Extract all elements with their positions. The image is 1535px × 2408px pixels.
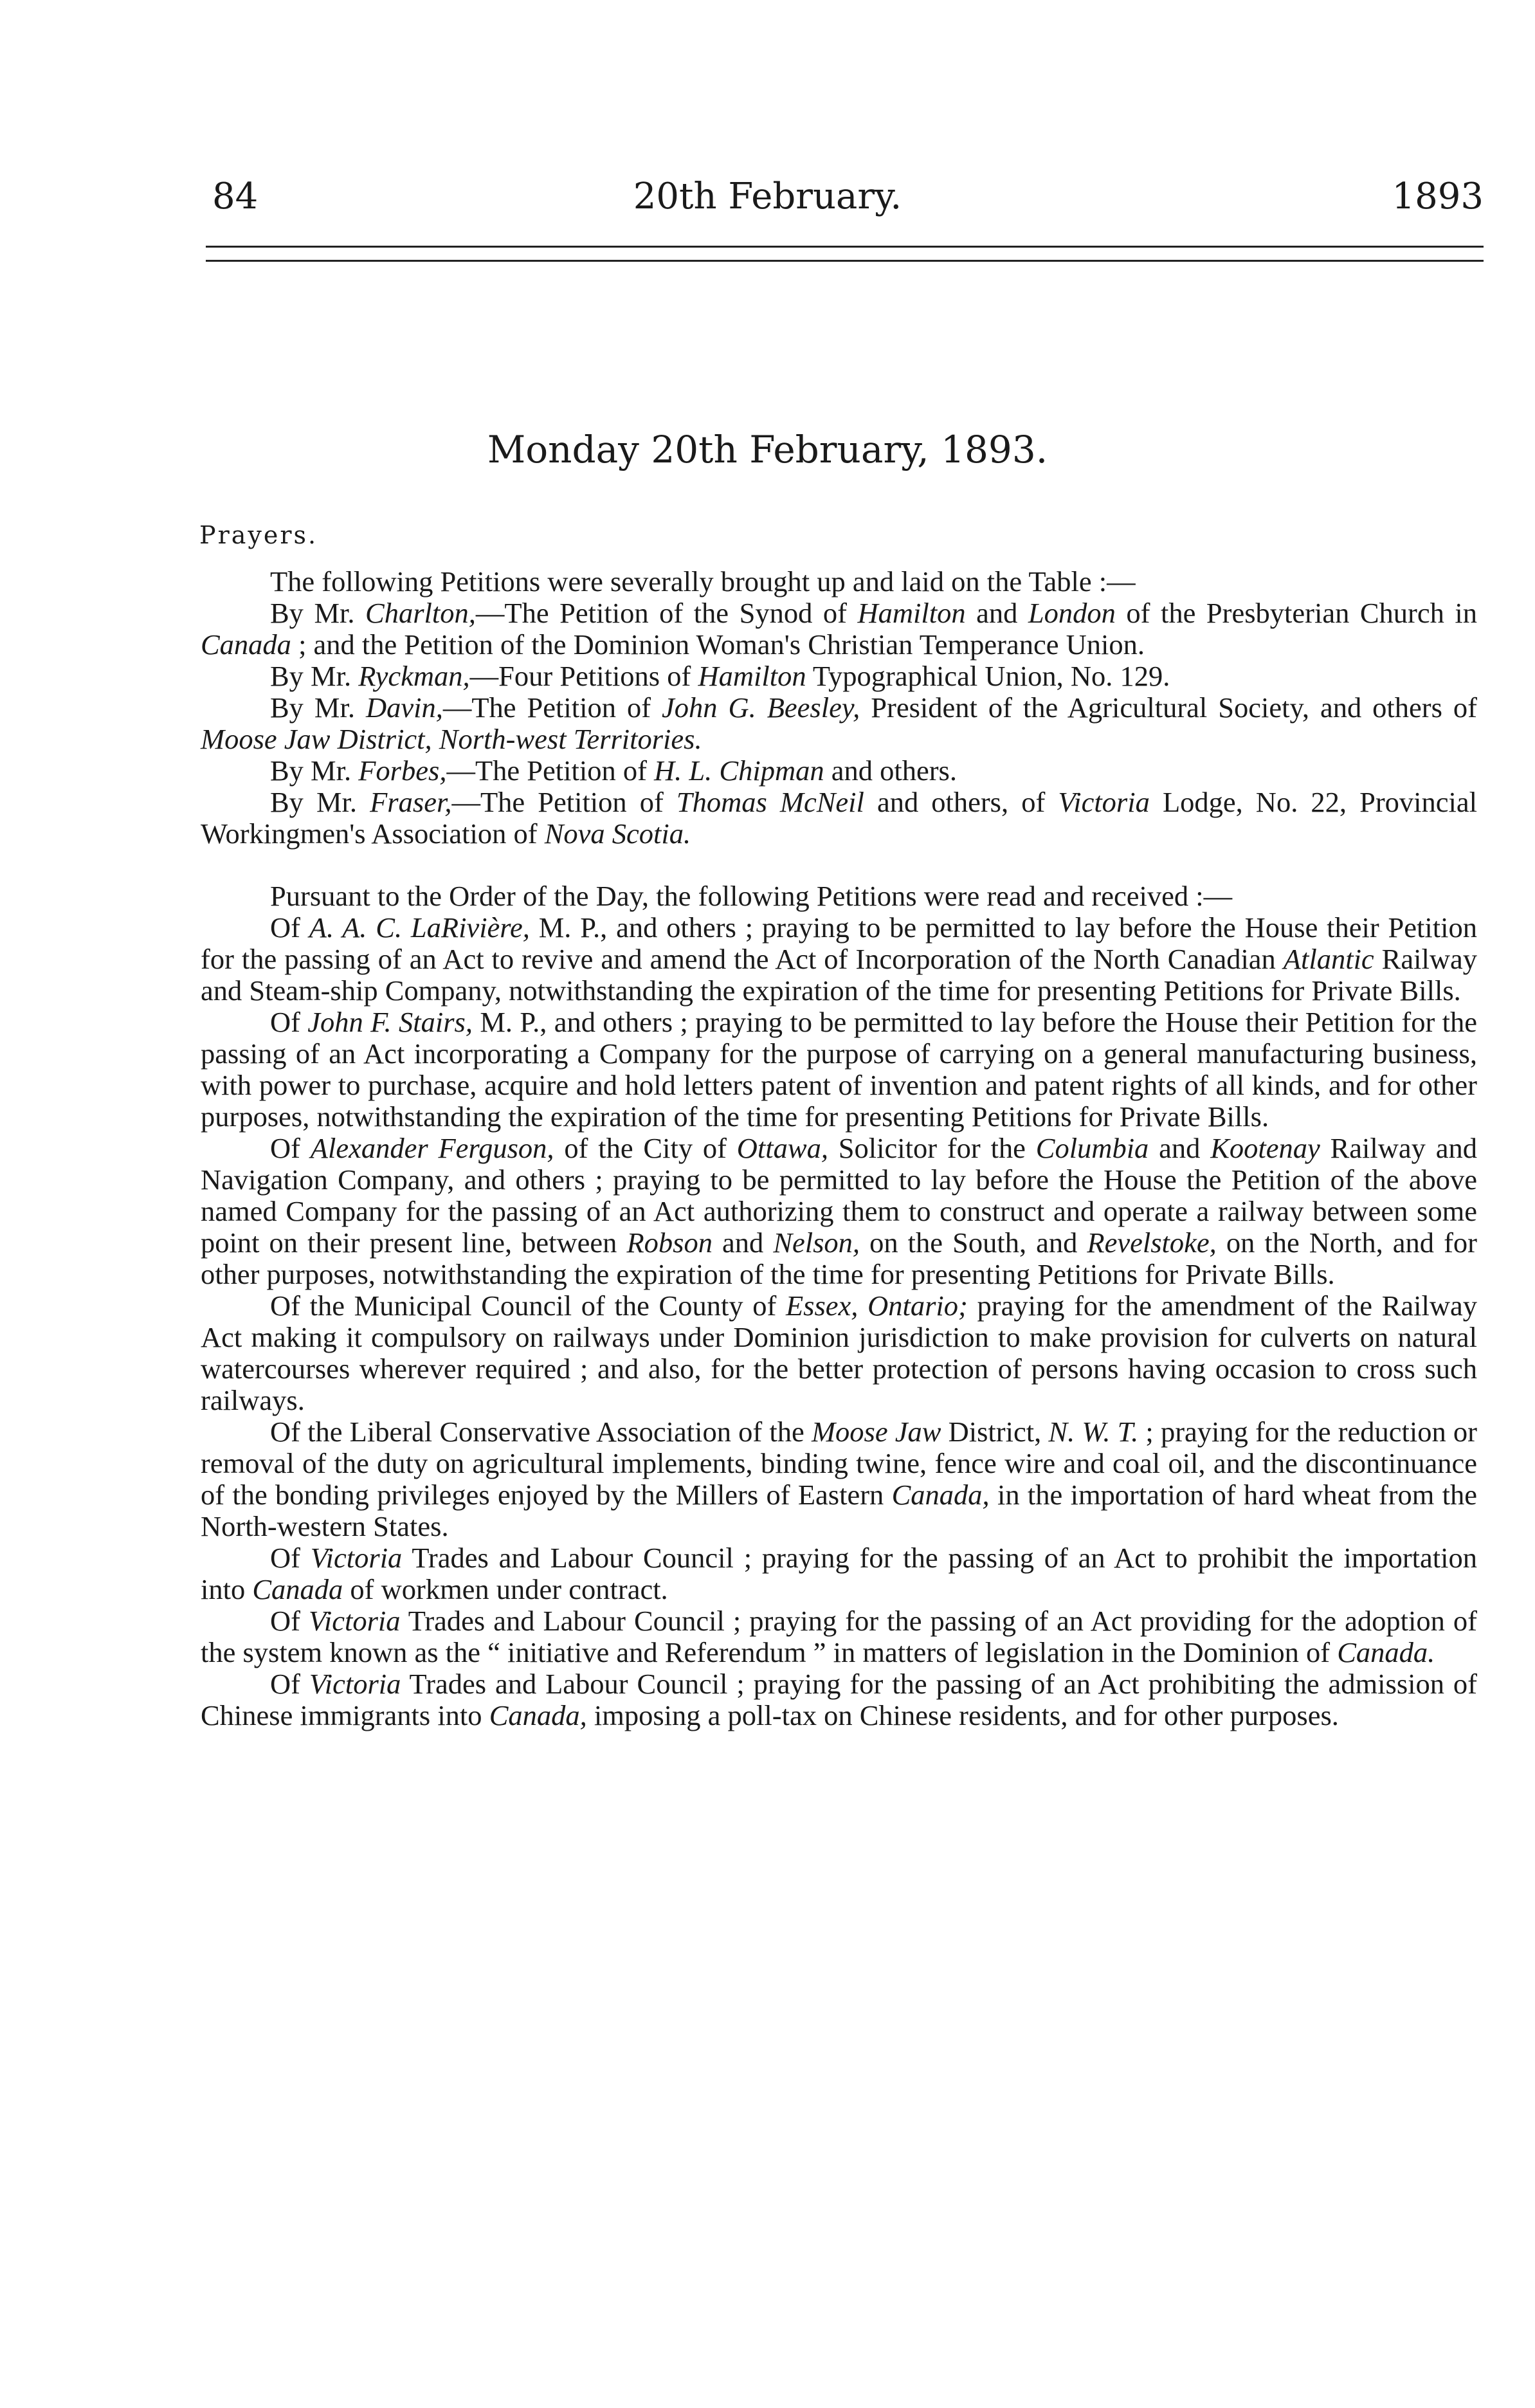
page-number: 84 [212, 176, 259, 217]
received-petition-essex: Of the Municipal Council of the County of Essex, Ontario; praying for the amendment of the Railway Act making it compulsory on railways under Dominion jurisdiction to make provision for culverts on natural watercourses wherever required ; and also, for the better protection of persons having occasion to cross such railways. [201, 1290, 1477, 1416]
order-of-day-intro: Pursuant to the Order of the Day, the following Petitions were read and received :— [270, 880, 1233, 912]
received-petition-lariviere: Of A. A. C. LaRivière, M. P., and others ; praying to be permitted to lay before the House their Petition for the passing of an Act to revive and amend the Act of Incorporation of the North Canadian Atlantic Railway and Steam-ship Company, notwithstanding the expiration of the time for presenting Petitions for Private Bills. [201, 911, 1477, 1007]
petition-forbes: By Mr. Forbes,—The Petition of H. L. Chipman and others. [270, 754, 958, 787]
petition-charlton: By Mr. Charlton,—The Petition of the Synod of Hamilton and London of the Presbyterian Church in Canada ; and the Petition of the Dominion Woman's Christian Temperance Union. [201, 597, 1477, 661]
header-rule-top [206, 246, 1484, 248]
day-title: Monday 20th February, 1893. [487, 428, 1048, 471]
running-head-date: 20th February. [633, 176, 902, 217]
petition-fraser: By Mr. Fraser,—The Petition of Thomas McNeil and others, of Victoria Lodge, No. 22, Provincial Workingmen's Association of Nova Scotia. [201, 786, 1477, 850]
petition-ryckman: By Mr. Ryckman,—Four Petitions of Hamilton Typographical Union, No. 129. [270, 660, 1170, 692]
received-petition-victoria-3: Of Victoria Trades and Labour Council ; praying for the passing of an Act prohibiting the admission of Chinese immigrants into Canada, imposing a poll-tax on Chinese residents, and for other purposes. [201, 1668, 1477, 1731]
received-petition-moose-jaw: Of the Liberal Conservative Association of the Moose Jaw District, N. W. T. ; praying for the reduction or removal of the duty on agricultural implements, binding twine, fence wire and coal oil, and the discontinuance of the bonding privileges enjoyed by the Millers of Eastern Canada, in the importation of hard wheat from the North-western States. [201, 1416, 1478, 1542]
running-head-year: 1893 [1392, 176, 1484, 217]
received-petition-victoria-2: Of Victoria Trades and Labour Council ; praying for the passing of an Act providing for the adoption of the system known as the “ initiative and Referendum ” in matters of legislation in the Dominion of Canada. [201, 1605, 1477, 1668]
received-petition-victoria-1: Of Victoria Trades and Labour Council ; praying for the passing of an Act to prohibit the importation into Canada of workmen under contract. [201, 1542, 1477, 1605]
header-rule-bottom [206, 260, 1484, 262]
prayers-heading: Prayers. [199, 521, 318, 549]
petitions-intro: The following Petitions were severally brought up and laid on the Table :— [270, 565, 1136, 597]
journal-body [201, 566, 1477, 1731]
petition-davin: By Mr. Davin,—The Petition of John G. Beesley, President of the Agricultural Society, and others of Moose Jaw District, North-west Territories. [201, 691, 1477, 755]
received-petition-ferguson: Of Alexander Ferguson, of the City of Ottawa, Solicitor for the Columbia and Kootenay Railway and Navigation Company, and others ; praying to be permitted to lay before the House the Petition of the above named Company for the passing of an Act authorizing them to construct and operate a railway between some point on their present line, between Robson and Nelson, on the South, and Revelstoke, on the North, and for other purposes, notwithstanding the expiration of the time for presenting Petitions for Private Bills. [201, 1132, 1477, 1290]
received-petition-stairs: Of John F. Stairs, M. P., and others ; praying to be permitted to lay before the House their Petition for the passing of an Act incorporating a Company for the purpose of carrying on a general manufacturing business, with power to purchase, acquire and hold letters patent of invention and patent rights of all kinds, and for other purposes, notwithstanding the expiration of the time for presenting Petitions for Private Bills. [201, 1006, 1477, 1133]
